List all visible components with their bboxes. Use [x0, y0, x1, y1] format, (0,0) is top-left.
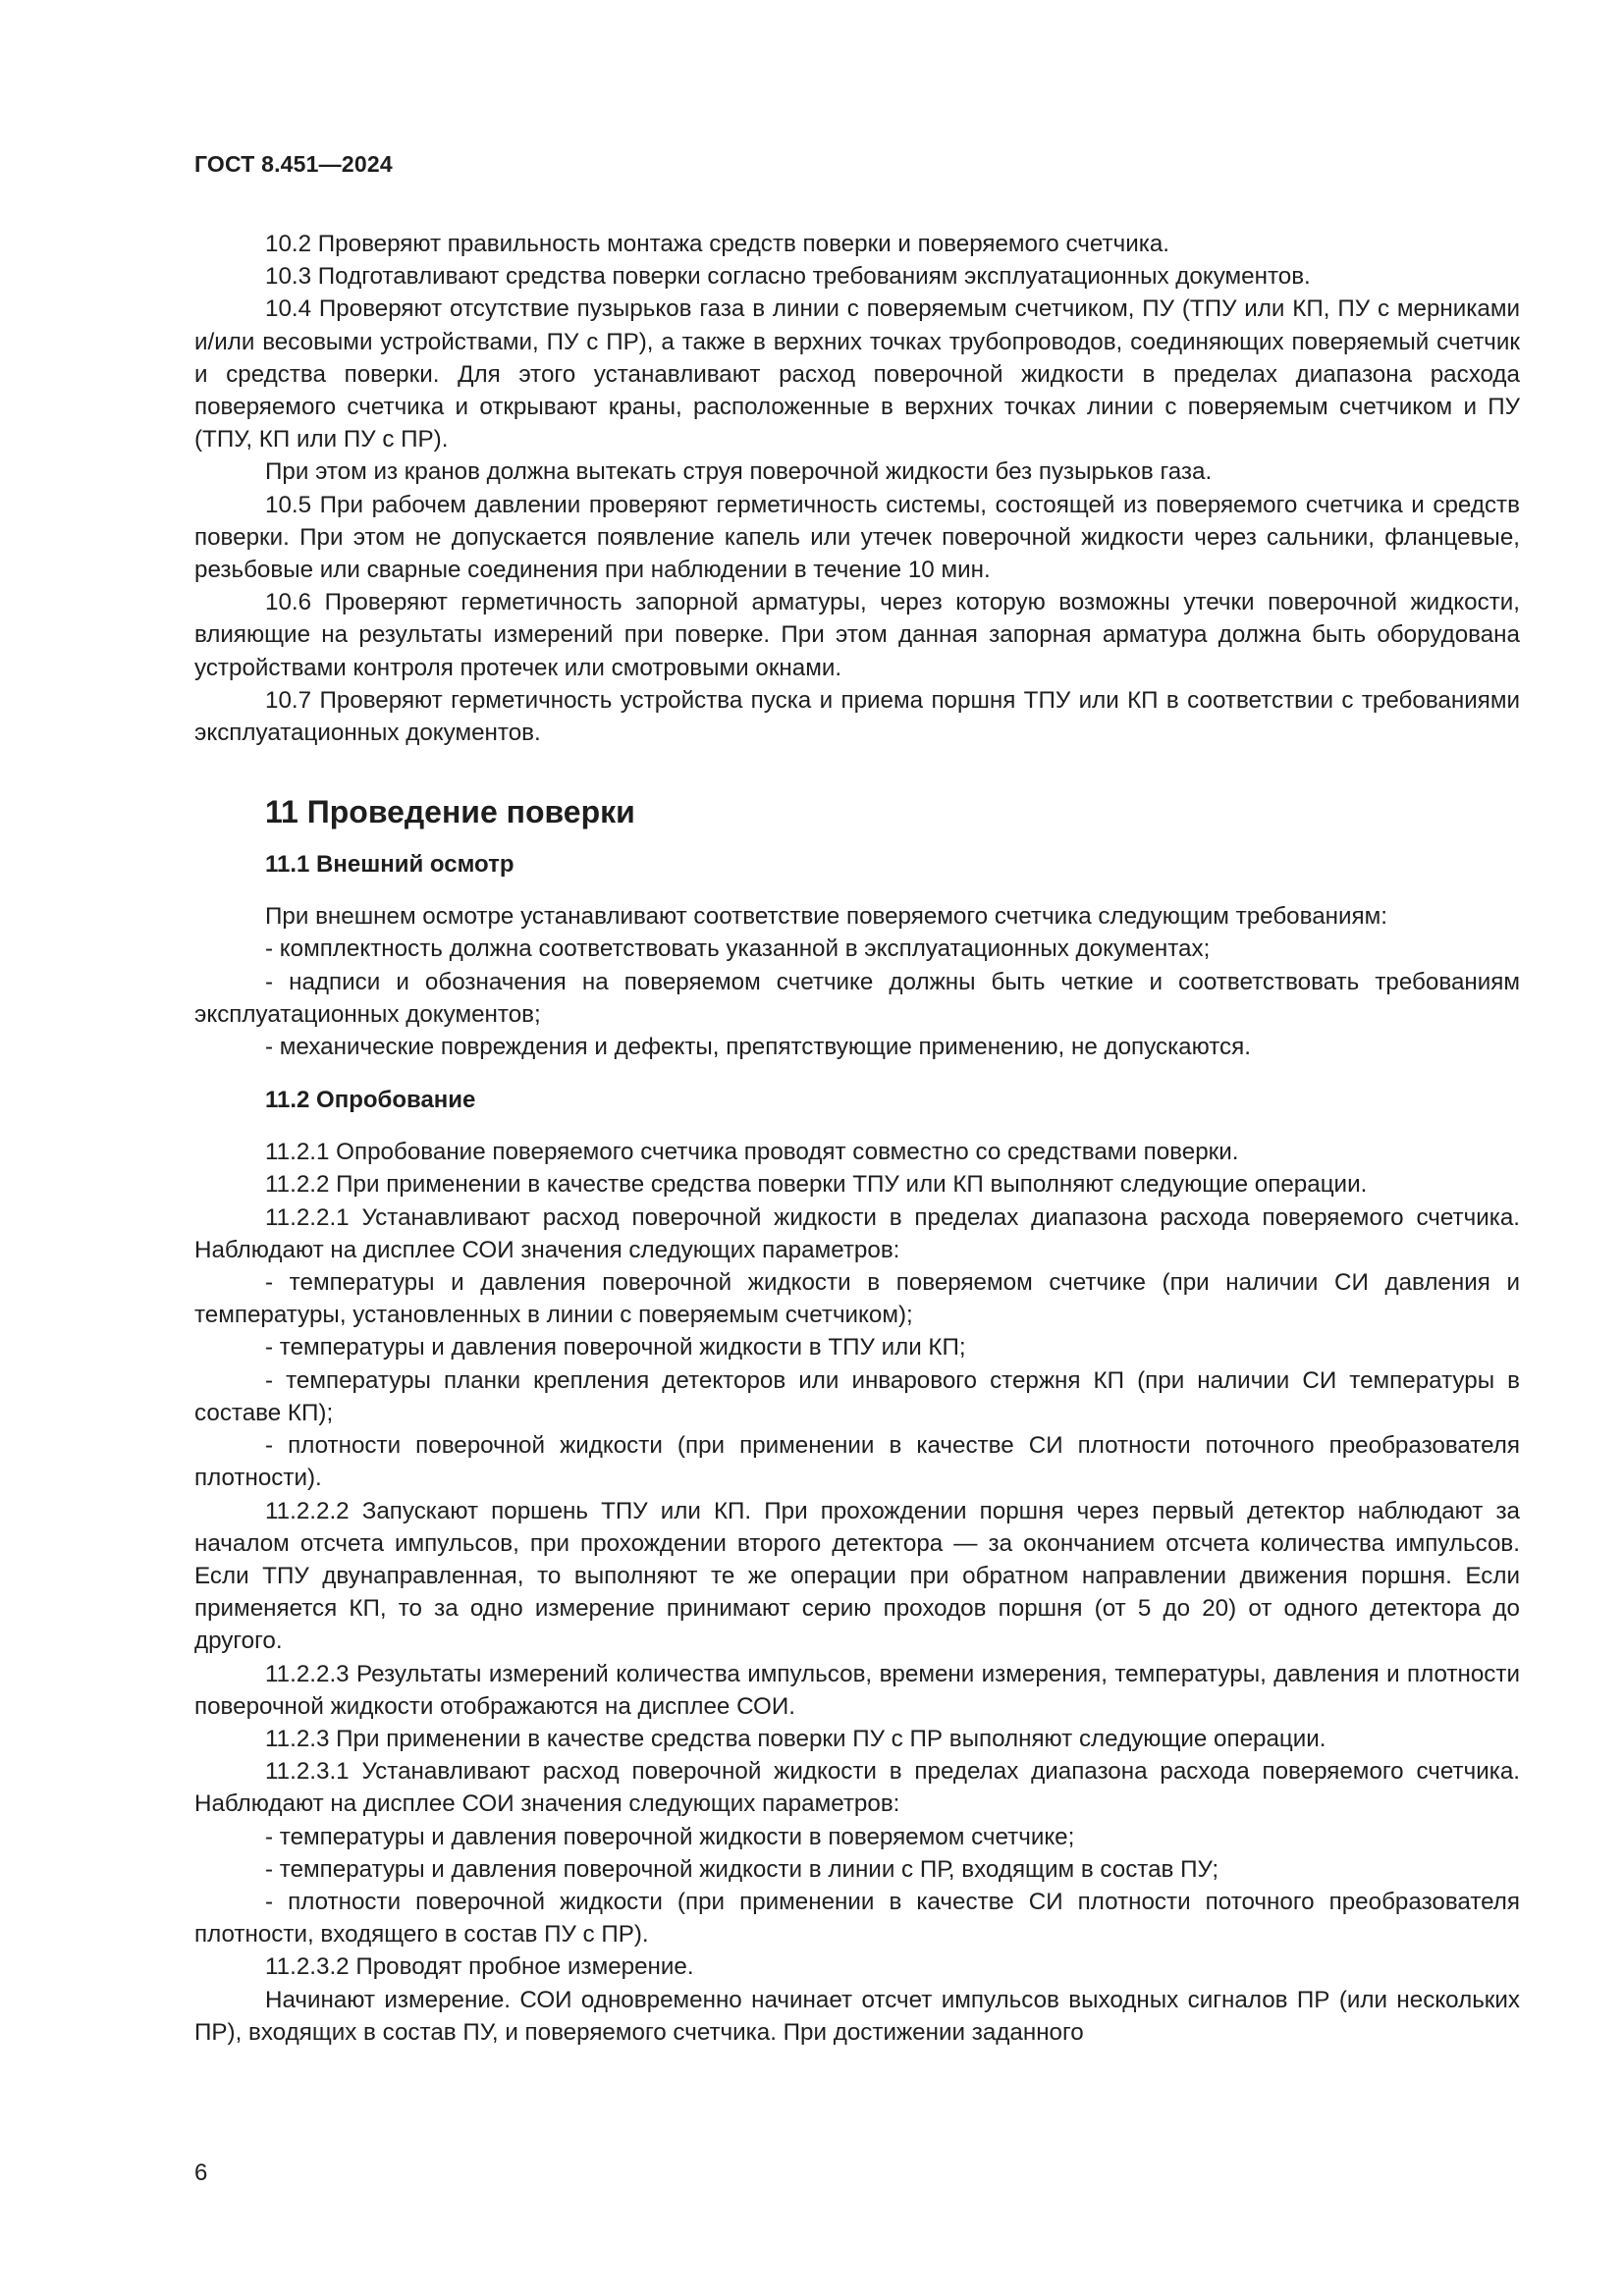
subsection-title: 11.2 Опробование: [265, 1087, 476, 1114]
paragraph: 10.4 Проверяют отсутствие пузырьков газа в линии с поверяемым счетчиком, ПУ (ТПУ или КП, ПУ с мерниками и/или весовыми устройствами, ПУ с ПР), а также в верхних точках трубопроводов, соединяющих поверяемый счетчик и средства поверки. Для этого устанавливают расход поверочной жидкости в пределах диапазона расхода поверяемого счетчика и открывают краны, расположенные в верхних точках линии с поверяемым счетчиком и ПУ (ТПУ, КП или ПУ с ПР).: [194, 295, 1520, 454]
paragraph: 11.2.2 При применении в качестве средства поверки ТПУ или КП выполняют следующие операции.: [265, 1171, 1368, 1199]
paragraph: 10.6 Проверяют герметичность запорной арматуры, через которую возможны утечки поверочной жидкости, влияющие на результаты измерений при поверке. При этом данная запорная арматура должна быть оборудована устройствами контроля протечек или смотровыми окнами.: [194, 589, 1520, 681]
paragraph: 10.3 Подготавливают средства поверки согласно требованиям эксплуатационных документов.: [265, 263, 1311, 291]
paragraph: При этом из кранов должна вытекать струя поверочной жидкости без пузырьков газа.: [265, 458, 1213, 486]
paragraph: 11.2.2.2 Запускают поршень ТПУ или КП. При прохождении поршня через первый детектор наблюдают за началом отсчета импульсов, при прохождении второго детектора — за окончанием отсчета количества импульсов. Если ТПУ двунаправленная, то выполняют те же операции при обратном направлении движения поршня. Если применяется КП, то за одно измерение принимают серию проходов поршня (от 5 до 20) от одного детектора до другого.: [194, 1497, 1520, 1655]
list-item: - плотности поверочной жидкости (при применении в качестве СИ плотности поточного преобразователя плотности).: [194, 1432, 1520, 1492]
list-item: - температуры и давления поверочной жидкости в ТПУ или КП;: [265, 1334, 966, 1362]
paragraph: 11.2.3.1 Устанавливают расход поверочной жидкости в пределах диапазона расхода поверяемого счетчика. Наблюдают на дисплее СОИ значения следующих параметров:: [194, 1758, 1520, 1818]
list-item: - температуры и давления поверочной жидкости в поверяемом счетчике;: [265, 1823, 1075, 1850]
paragraph: При внешнем осмотре устанавливают соответствие поверяемого счетчика следующим требованиям:: [265, 903, 1387, 931]
page-number: 6: [194, 2160, 208, 2186]
list-item: - температуры планки крепления детекторов или инварового стержня КП (при наличии СИ температуры в составе КП);: [194, 1366, 1520, 1426]
section-title: 11 Проведение поверки: [265, 794, 635, 830]
document-body: [194, 228, 1520, 2049]
paragraph: 11.2.2.3 Результаты измерений количества импульсов, времени измерения, температуры, давления и плотности поверочной жидкости отображаются на дисплее СОИ.: [194, 1660, 1520, 1720]
document-header: ГОСТ 8.451—2024: [194, 151, 393, 177]
list-item: - плотности поверочной жидкости (при применении в качестве СИ плотности поточного преобразователя плотности, входящего в состав ПУ с ПР).: [194, 1888, 1520, 1949]
list-item: - надписи и обозначения на поверяемом счетчике должны быть четкие и соответствовать требованиям эксплуатационных документов;: [194, 968, 1520, 1028]
list-item: - комплектность должна соответствовать указанной в эксплуатационных документах;: [265, 935, 1211, 963]
paragraph: 10.7 Проверяют герметичность устройства пуска и приема поршня ТПУ или КП в соответствии с требованиями эксплуатационных документов.: [194, 686, 1520, 747]
paragraph: 10.2 Проверяют правильность монтажа средств поверки и поверяемого счетчика.: [265, 231, 1170, 257]
paragraph: Начинают измерение. СОИ одновременно начинает отсчет импульсов выходных сигналов ПР (или нескольких ПР), входящих в состав ПУ, и поверяемого счетчика. При достижении заданного: [194, 1986, 1520, 2046]
subsection-title: 11.1 Внешний осмотр: [265, 851, 514, 879]
paragraph: 11.2.3 При применении в качестве средства поверки ПУ с ПР выполняют следующие операции.: [265, 1725, 1326, 1752]
paragraph: 10.5 При рабочем давлении проверяют герметичность системы, состоящей из поверяемого счетчика и средств поверки. При этом не допускается появление капель или утечек поверочной жидкости через сальники, фланцевые, резьбовые или сварные соединения при наблюдении в течение 10 мин.: [194, 491, 1520, 584]
paragraph: 11.2.1 Опробование поверяемого счетчика проводят совместно со средствами поверки.: [265, 1139, 1239, 1166]
paragraph: 11.2.2.1 Устанавливают расход поверочной жидкости в пределах диапазона расхода поверяемого счетчика. Наблюдают на дисплее СОИ значения следующих параметров:: [194, 1203, 1520, 1263]
paragraph: 11.2.3.2 Проводят пробное измерение.: [265, 1953, 694, 1981]
list-item: - температуры и давления поверочной жидкости в поверяемом счетчике (при наличии СИ давления и температуры, установленных в линии с поверяемым счетчиком);: [194, 1269, 1520, 1329]
list-item: - механические повреждения и дефекты, препятствующие применению, не допускаются.: [265, 1034, 1251, 1061]
list-item: - температуры и давления поверочной жидкости в линии с ПР, входящим в состав ПУ;: [265, 1855, 1219, 1883]
